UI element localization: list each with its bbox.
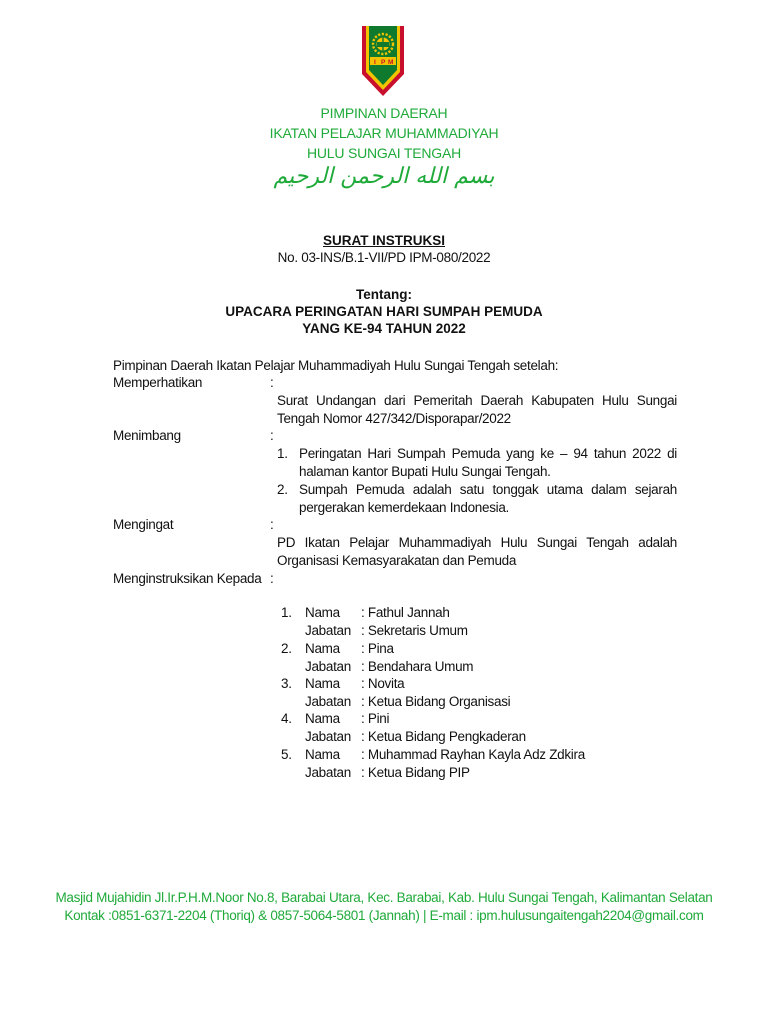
item-text: Peringatan Hari Sumpah Pemuda yang ke – 94 tahun 2022 di halaman kantor Bupati Hulu Sungai Tengah. bbox=[299, 446, 677, 479]
menimbang-colon: : bbox=[270, 428, 274, 443]
mengingat-colon: : bbox=[270, 517, 274, 532]
nama-label: Nama bbox=[305, 747, 340, 762]
org-line-2: IKATAN PELAJAR MUHAMMADIYAH bbox=[269, 125, 499, 141]
member-list bbox=[281, 604, 701, 782]
member-number: 5. bbox=[281, 747, 292, 762]
basmalah-calligraphy: بسم الله الرحمن الرحيم bbox=[273, 164, 495, 189]
member-entry bbox=[281, 746, 701, 782]
memperhatikan-text: Surat Undangan dari Pemeritah Daerah Kabupaten Hulu Sungai Tengah Nomor 427/342/Disporapar/2022 bbox=[277, 393, 677, 426]
footer-address: Masjid Mujahidin Jl.Ir.P.H.M.Noor No.8, Barabai Utara, Kec. Barabai, Kab. Hulu Sungai Tengah, Kalimantan Selatan bbox=[55, 890, 713, 905]
org-line-3: HULU SUNGAI TENGAH bbox=[306, 145, 462, 161]
jabatan-label: Jabatan bbox=[305, 765, 351, 780]
member-entry bbox=[281, 710, 701, 746]
member-position: : Ketua Bidang Organisasi bbox=[361, 694, 511, 709]
about-label: Tentang: bbox=[356, 287, 412, 302]
subject-line-2: YANG KE-94 TAHUN 2022 bbox=[302, 321, 466, 336]
member-name: : Pina bbox=[361, 641, 394, 656]
item-number: 1. bbox=[277, 446, 288, 461]
subject-line-1: UPACARA PERINGATAN HARI SUMPAH PEMUDA bbox=[225, 304, 543, 319]
member-name: : Novita bbox=[361, 676, 405, 691]
svg-text:P: P bbox=[381, 59, 386, 66]
jabatan-label: Jabatan bbox=[305, 623, 351, 638]
member-entry bbox=[281, 604, 701, 640]
member-position: : Ketua Bidang Pengkaderan bbox=[361, 729, 526, 744]
letter-number: No. 03-INS/B.1-VII/PD IPM-080/2022 bbox=[277, 250, 491, 265]
nama-label: Nama bbox=[305, 676, 340, 691]
member-position: : Ketua Bidang PIP bbox=[361, 765, 470, 780]
jabatan-label: Jabatan bbox=[305, 729, 351, 744]
nama-label: Nama bbox=[305, 605, 340, 620]
menimbang-item bbox=[277, 481, 677, 517]
member-name: : Fathul Jannah bbox=[361, 605, 450, 620]
menimbang-item bbox=[277, 445, 677, 481]
member-number: 4. bbox=[281, 711, 292, 726]
member-position: : Bendahara Umum bbox=[361, 659, 474, 674]
mengingat-label: Mengingat bbox=[113, 517, 174, 532]
member-name: : Pini bbox=[361, 711, 390, 726]
jabatan-label: Jabatan bbox=[305, 694, 351, 709]
footer-contact: Kontak :0851-6371-2204 (Thoriq) & 0857-5064-5801 (Jannah) | E-mail : ipm.hulusungaitengah2204@gmail.com bbox=[64, 908, 704, 923]
member-number: 2. bbox=[281, 641, 292, 656]
member-number: 3. bbox=[281, 676, 292, 691]
member-number: 1. bbox=[281, 605, 292, 620]
member-entry bbox=[281, 640, 701, 675]
item-number: 2. bbox=[277, 482, 288, 497]
instruksi-label: Menginstruksikan Kepada bbox=[113, 571, 262, 586]
menimbang-label: Menimbang bbox=[113, 428, 181, 443]
nama-label: Nama bbox=[305, 641, 340, 656]
org-line-1: PIMPINAN DAERAH bbox=[320, 105, 448, 121]
memperhatikan-label: Memperhatikan bbox=[113, 375, 203, 390]
jabatan-label: Jabatan bbox=[305, 659, 351, 674]
mengingat-text: PD Ikatan Pelajar Muhammadiyah Hulu Sungai Tengah adalah Organisasi Kemasyarakatan dan Pemuda bbox=[277, 535, 677, 568]
member-name: : Muhammad Rayhan Kayla Adz Zdkira bbox=[361, 747, 585, 762]
memperhatikan-colon: : bbox=[270, 375, 274, 390]
svg-text:I: I bbox=[374, 59, 376, 66]
item-text: Sumpah Pemuda adalah satu tonggak utama dalam sejarah pergerakan kemerdekaan Indonesia. bbox=[299, 482, 677, 515]
member-entry bbox=[281, 675, 701, 710]
instruksi-colon: : bbox=[270, 571, 274, 586]
ipm-logo bbox=[360, 24, 406, 98]
letter-title: SURAT INSTRUKSI bbox=[322, 233, 445, 248]
svg-text:M: M bbox=[388, 59, 394, 66]
member-position: : Sekretaris Umum bbox=[361, 623, 468, 638]
nama-label: Nama bbox=[305, 711, 340, 726]
intro-text: Pimpinan Daerah Ikatan Pelajar Muhammadiyah Hulu Sungai Tengah setelah: bbox=[113, 358, 559, 373]
